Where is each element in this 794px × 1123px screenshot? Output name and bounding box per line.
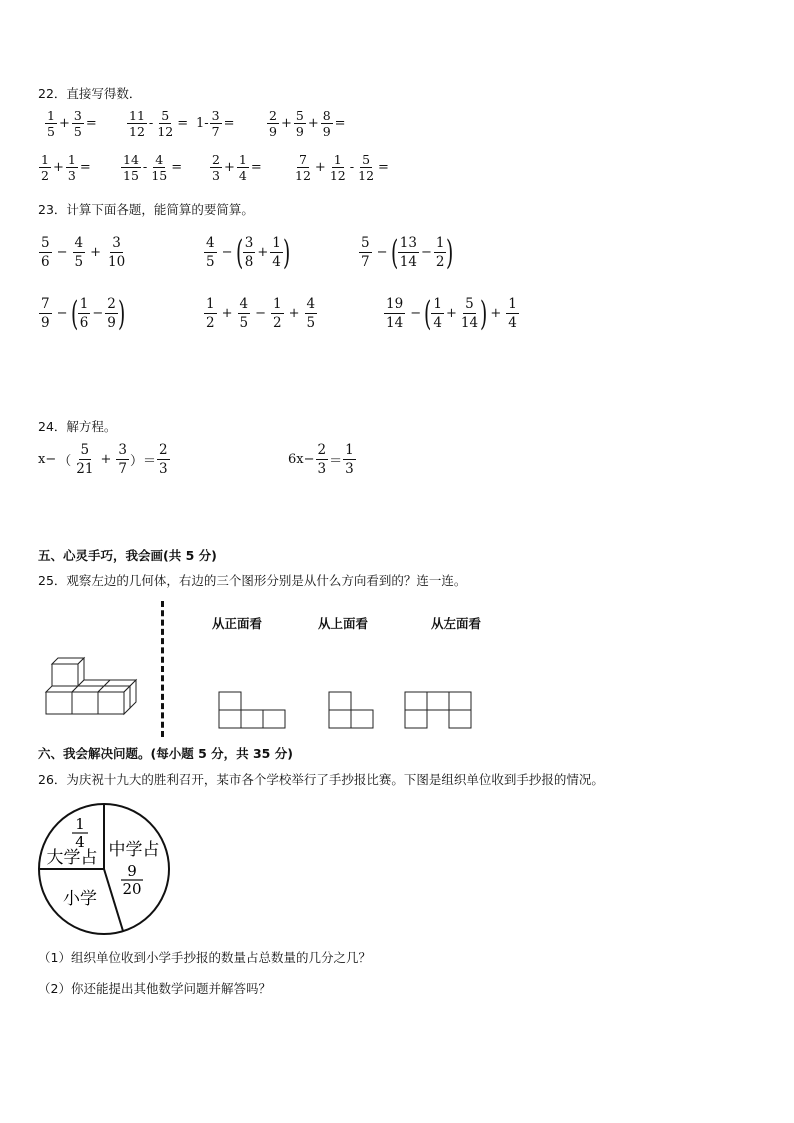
slice-label-university-num: 1 <box>75 815 85 833</box>
q22-r2-a: 1 2 + $\frac{1}{3}$ = <box>41 152 91 183</box>
q23-expr-6: 19 14 − ( 1 4 + $\frac{5}{14}$ ) + $\frac{1}{4}$ <box>386 293 517 334</box>
q23-expr-2: 4 5 − ( 3 8 + $\frac{1}{4}$ ) <box>206 232 291 273</box>
q24-equation-1: x− （ 5 21 + $\frac{3}{7}$ ） ＝ 2 3 <box>38 442 168 477</box>
section-6-heading: 六、我会解决问题。(每小题 5 分，共 35 分) <box>38 746 293 761</box>
q22-r2-b: 14 15 - $\frac{4}{15}$ = <box>123 152 183 183</box>
slice-label-middle: 中学占 <box>108 840 160 860</box>
q26-title: 26．为庆祝十九大的胜利召开，某市各个学校举行了手抄报比赛。下图是组织单位收到手抄报的情况。 <box>38 772 604 787</box>
q22-r1-c: 1- $\frac{3}{7}$ = <box>196 108 235 139</box>
q24-title: 24．解方程。 <box>38 419 117 434</box>
view-shape-2 <box>328 691 376 731</box>
view-label-front: 从正面看 <box>212 616 263 631</box>
solid-figure <box>40 652 142 718</box>
q22-r1-b: 11 12 - $\frac{5}{12}$ = <box>129 108 189 139</box>
q22-r2-c: 2 3 + $\frac{1}{4}$ = <box>212 152 262 183</box>
view-shape-1 <box>218 691 288 731</box>
view-label-top: 从上面看 <box>318 616 369 631</box>
q22-r1-d: 2 9 + $\frac{5}{9}$ + $\frac{8}{9}$ = <box>269 108 346 139</box>
q25-title: 25．观察左边的几何体，右边的三个图形分别是从什么方向看到的？连一连。 <box>38 573 467 588</box>
slice-label-university-den: 4 <box>75 833 85 851</box>
q23-expr-4: 7 9 − ( 1 6 − $\frac{2}{9}$ ) <box>41 293 126 334</box>
slice-label-middle-den: 20 <box>122 880 142 898</box>
slice-label-middle-num: 9 <box>127 862 137 880</box>
q26-sub-2: （2）你还能提出其他数学问题并解答吗？ <box>38 981 271 996</box>
q22-r2-d: 7 12 + $\frac{1}{12}$ - $\frac{5}{12}$ = <box>295 152 389 183</box>
q22-r1-a: 1 5 + $\frac{3}{5}$ = <box>47 108 97 139</box>
q24-equation-2: 6x− $\frac{2}{3}$ ＝ 1 3 <box>288 442 354 477</box>
q23-expr-5: 1 2 + $\frac{4}{5}$ − $\frac{1}{2}$ + $\frac{4}{5}$ <box>206 296 316 331</box>
q23-title: 23．计算下面各题，能简算的要简算。 <box>38 202 254 217</box>
slice-label-primary: 小学 <box>63 889 97 909</box>
q23-expr-1: 5 6 − $\frac{4}{5}$ + $\frac{3}{10}$ <box>41 235 126 270</box>
slice-label-university: 大学占 <box>46 848 98 868</box>
pie-chart <box>36 801 172 937</box>
section-5-heading: 五、心灵手巧，我会画(共 5 分) <box>38 548 217 563</box>
q23-expr-3: 5 7 − ( 13 14 − $\frac{1}{2}$ ) <box>361 232 454 273</box>
dashed-divider <box>161 601 164 737</box>
q26-sub-1: （1）组织单位收到小学手抄报的数量占总数量的几分之几？ <box>38 950 371 965</box>
q22-title: 22．直接写得数． <box>38 86 142 101</box>
view-shape-3 <box>404 691 474 731</box>
view-label-left: 从左面看 <box>431 616 482 631</box>
